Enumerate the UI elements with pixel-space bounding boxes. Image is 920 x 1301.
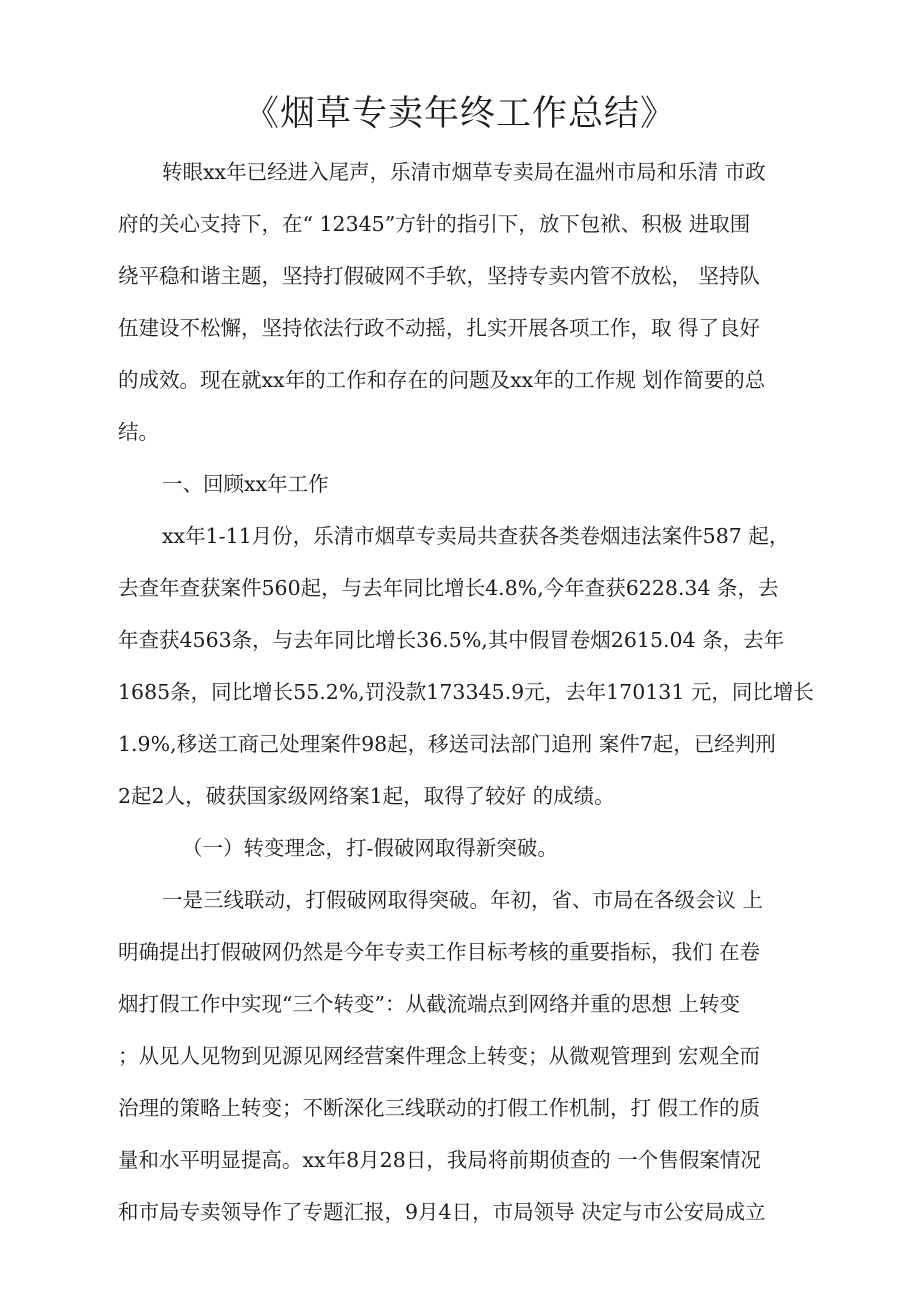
paragraph-line: 量和水平明显提高。xx年8月28日，我局将前期侦查的 一个售假案情况	[118, 1148, 761, 1172]
paragraph-line: 的成效。现在就xx年的工作和存在的问题及xx年的工作规 划作简要的总	[118, 368, 766, 392]
paragraph-line: 烟打假工作中实现“三个转变”：从截流端点到网络并重的思想 上转变	[118, 992, 740, 1016]
paragraph-line: 年查获4563条，与去年同比增长36.5%,其中假冒卷烟2615.04 条，去年	[118, 628, 785, 652]
paragraph-line: ；从见人见物到见源见网经营案件理念上转变；从微观管理到 宏观全而	[118, 1044, 761, 1068]
paragraph-line: 转眼xx年已经进入尾声，乐清市烟草专卖局在温州市局和乐清 市政	[162, 160, 766, 184]
paragraph-line: 府的关心支持下，在“ 12345”方针的指引下，放下包袱、积极 进取围	[118, 212, 751, 236]
paragraph-line: 绕平稳和谐主题，坚持打假破网不手软，坚持专卖内管不放松， 坚持队	[118, 264, 761, 288]
document-body	[118, 146, 814, 1238]
document-title: 《烟草专卖年终工作总结》	[243, 94, 676, 134]
paragraph-line: 明确提出打假破网仍然是今年专卖工作目标考核的重要指标，我们 在卷	[118, 940, 761, 964]
paragraph-line: 治理的策略上转变；不断深化三线联动的打假工作机制，打 假工作的质	[118, 1096, 761, 1120]
subsection-heading: （一）转变理念，打-假破网取得新突破。	[182, 836, 558, 860]
paragraph-line: 结。	[118, 420, 159, 444]
paragraph-line: 伍建设不松懈，坚持依法行政不动摇，扎实开展各项工作，取 得了良好	[118, 316, 761, 340]
paragraph-line: 1.9%,移送工商己处理案件98起，移送司法部门追刑 案件7起，已经判刑	[118, 732, 776, 756]
paragraph-line: 1685条，同比增长55.2%,罚没款173345.9元，去年170131 元，同比增长	[118, 680, 814, 704]
paragraph-line: 去查年查获案件560起，与去年同比增长4.8%,今年查获6228.34 条，去	[118, 576, 779, 600]
section-heading: 一、回顾xx年工作	[162, 472, 329, 496]
paragraph-line: 2起2人，破获国家级网络案1起，取得了较好 的成绩。	[118, 784, 615, 808]
paragraph-line: 一是三线联动，打假破网取得突破。年初，省、市局在各级会议 上	[162, 888, 764, 912]
paragraph-line: xx年1-11月份，乐清市烟草专卖局共查获各类卷烟违法案件587 起，	[162, 524, 790, 548]
paragraph-line: 和市局专卖领导作了专题汇报，9月4日，市局领导 决定与市公安局成立	[118, 1200, 766, 1224]
